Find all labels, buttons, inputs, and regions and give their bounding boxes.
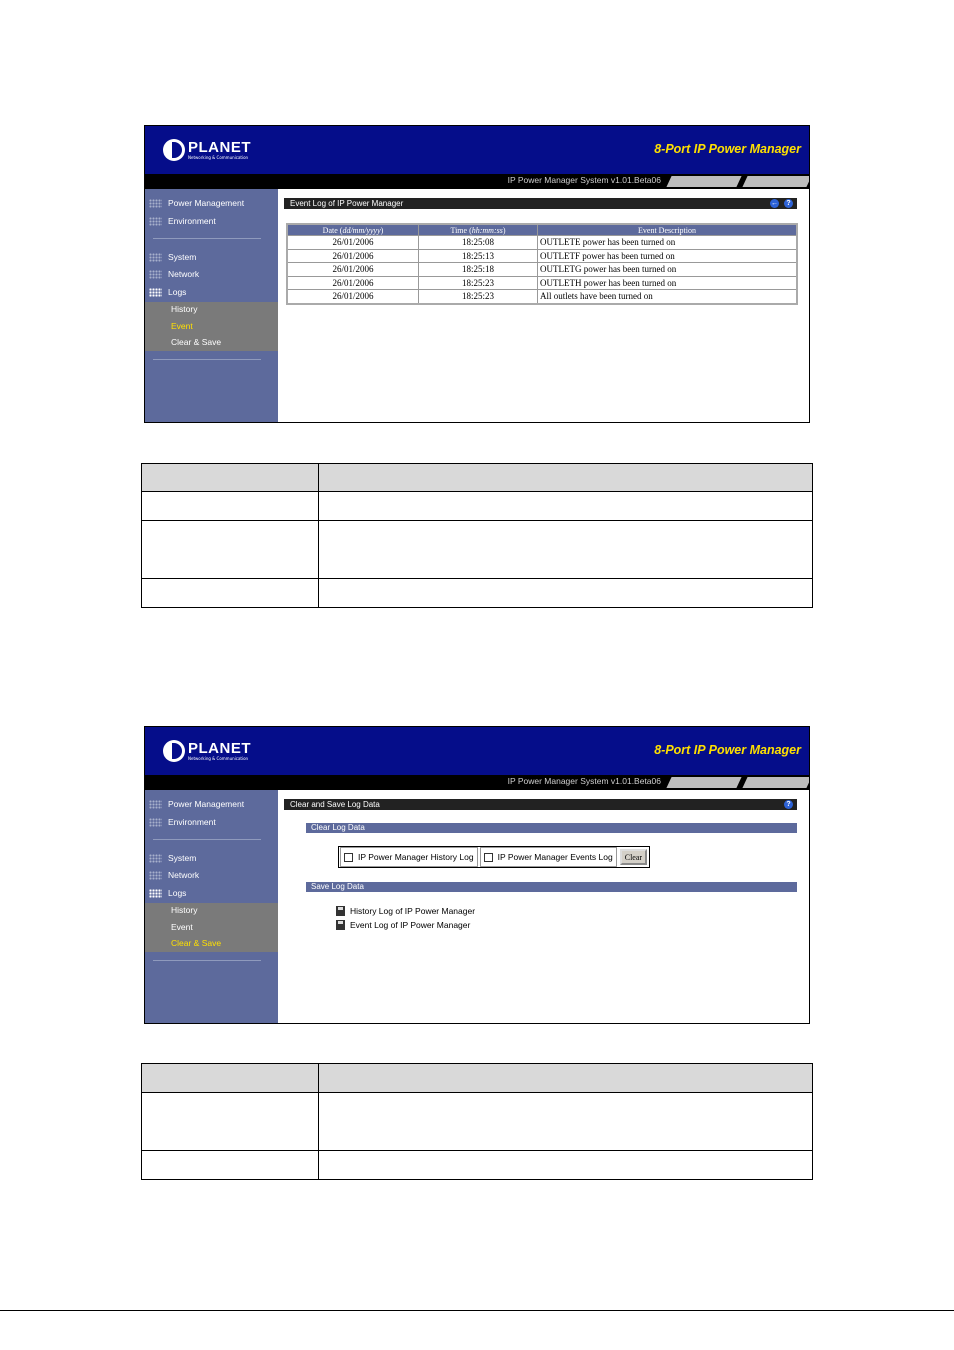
submenu-item-clear-save[interactable]: Clear & Save [171, 337, 222, 347]
description-table-1 [141, 463, 813, 608]
save-event-label: Event Log of IP Power Manager [350, 920, 471, 930]
table-row [142, 492, 813, 521]
brand-name: PLANET [188, 740, 251, 757]
table-cell [319, 1093, 813, 1151]
description-cell: OUTLETH power has been turned on [538, 276, 798, 290]
main-content [278, 790, 809, 1023]
table-cell [142, 579, 319, 608]
back-icon[interactable]: ← [771, 200, 778, 207]
save-log-section-header: Save Log Data [306, 882, 797, 892]
time-cell: 18:25:13 [419, 249, 538, 263]
table-row [142, 1151, 813, 1180]
table-cell [142, 492, 319, 521]
floppy-disk-icon [336, 906, 345, 916]
table-row [287, 263, 797, 277]
sidebar-divider [153, 359, 261, 360]
history-log-checkbox[interactable] [344, 853, 353, 862]
table-row [287, 236, 797, 250]
sidebar-item-logs[interactable] [149, 285, 186, 299]
description-cell: OUTLETF power has been turned on [538, 249, 798, 263]
sidebar-divider [153, 238, 261, 239]
save-history-log-link[interactable] [336, 906, 475, 916]
sidebar-item-label: Logs [168, 287, 187, 297]
sidebar-item-network[interactable] [149, 868, 199, 882]
date-cell: 26/01/2006 [287, 276, 419, 290]
sidebar-item-power-management[interactable] [149, 797, 244, 811]
table-cell [142, 1151, 319, 1180]
description-cell: OUTLETE power has been turned on [538, 236, 798, 250]
page-footer-rule [0, 1310, 954, 1311]
events-log-checkbox[interactable] [484, 853, 493, 862]
table-cell [319, 521, 813, 579]
save-history-label: History Log of IP Power Manager [350, 906, 476, 916]
time-cell: 18:25:23 [419, 276, 538, 290]
sidebar-item-power-management[interactable] [149, 196, 244, 210]
events-log-option[interactable] [480, 847, 617, 867]
table-row [287, 276, 797, 290]
page-title-text: Event Log of IP Power Manager [290, 199, 404, 208]
sidebar-item-label: Network [168, 269, 200, 279]
logs-submenu [145, 302, 278, 351]
sidebar-item-environment[interactable] [149, 815, 216, 829]
events-log-label: IP Power Manager Events Log [497, 852, 613, 862]
table-row [142, 1093, 813, 1151]
planet-logo-icon [163, 139, 185, 161]
date-cell: 26/01/2006 [287, 290, 419, 304]
header-tab-2[interactable] [742, 777, 810, 788]
page-title [284, 799, 797, 810]
floppy-disk-icon [336, 920, 345, 930]
planet-logo-icon [163, 740, 185, 762]
history-log-label: IP Power Manager History Log [358, 852, 474, 862]
dots-icon [149, 253, 162, 262]
sidebar-item-network[interactable] [149, 267, 199, 281]
date-cell: 26/01/2006 [287, 249, 419, 263]
history-log-option[interactable] [340, 847, 478, 867]
clear-log-section-header: Clear Log Data [306, 823, 797, 833]
header-tab-2[interactable] [742, 176, 810, 187]
event-log-screenshot [144, 125, 810, 423]
version-bar [145, 775, 809, 790]
header-cell [319, 464, 813, 492]
column-time: Time (hh:mm:ss) [419, 224, 538, 236]
clear-save-screenshot [144, 726, 810, 1024]
sidebar-divider [153, 839, 261, 840]
dots-icon [149, 270, 162, 279]
logs-submenu [145, 903, 278, 952]
table-row [142, 521, 813, 579]
sidebar-item-label: System [168, 853, 197, 863]
sidebar [145, 189, 278, 422]
dots-icon [149, 800, 162, 809]
product-title: 8-Port IP Power Manager [654, 743, 801, 757]
sidebar-item-system[interactable] [149, 851, 196, 865]
page-title [284, 198, 797, 209]
header-cell [319, 1064, 813, 1093]
planet-logo [163, 139, 251, 161]
table-row [287, 249, 797, 263]
help-icon[interactable]: ? [784, 800, 793, 809]
version-bar [145, 174, 809, 189]
sidebar-item-label: Environment [168, 817, 216, 827]
sidebar-divider [153, 960, 261, 961]
dots-icon [149, 871, 162, 880]
dots-icon [149, 818, 162, 827]
submenu-item-event[interactable]: Event [171, 321, 193, 331]
header-cell [142, 1064, 319, 1093]
version-text: IP Power Manager System v1.01.Beta06 [507, 776, 661, 786]
header-cell [142, 464, 319, 492]
sidebar-item-system[interactable] [149, 250, 196, 264]
clear-button[interactable]: Clear [620, 849, 647, 865]
clear-log-form [338, 846, 650, 868]
description-cell: All outlets have been turned on [538, 290, 798, 304]
sidebar-item-label: Logs [168, 888, 187, 898]
dots-icon [149, 854, 162, 863]
time-cell: 18:25:18 [419, 263, 538, 277]
save-event-log-link[interactable] [336, 920, 470, 930]
time-cell: 18:25:08 [419, 236, 538, 250]
submenu-item-event[interactable]: Event [171, 922, 193, 932]
header-banner [145, 727, 809, 775]
main-content [278, 189, 809, 422]
product-title: 8-Port IP Power Manager [654, 142, 801, 156]
table-cell [319, 492, 813, 521]
table-cell [319, 579, 813, 608]
header-banner [145, 126, 809, 174]
event-log-table [286, 223, 798, 305]
header-tab-1[interactable] [666, 777, 741, 788]
table-header-row [287, 224, 797, 236]
table-cell [319, 1151, 813, 1180]
sidebar-item-label: Power Management [168, 799, 245, 809]
dots-icon [149, 199, 162, 208]
submenu-item-clear-save[interactable]: Clear & Save [171, 938, 222, 948]
table-cell [142, 1093, 319, 1151]
page-title-text: Clear and Save Log Data [290, 800, 380, 809]
version-text: IP Power Manager System v1.01.Beta06 [507, 175, 661, 185]
sidebar-item-label: Environment [168, 216, 216, 226]
dots-icon [149, 288, 162, 297]
column-description: Event Description [538, 224, 798, 236]
planet-logo [163, 740, 251, 762]
sidebar [145, 790, 278, 1023]
description-table-2 [141, 1063, 813, 1180]
sidebar-item-logs[interactable] [149, 886, 186, 900]
table-header-row [142, 464, 813, 492]
description-cell: OUTLETG power has been turned on [538, 263, 798, 277]
brand-tagline: Networking & Communication [188, 155, 249, 160]
column-date: Date (dd/mm/yyyy) [287, 224, 419, 236]
date-cell: 26/01/2006 [287, 263, 419, 277]
sidebar-item-label: System [168, 252, 197, 262]
table-header-row [142, 1064, 813, 1093]
time-cell: 18:25:23 [419, 290, 538, 304]
date-cell: 26/01/2006 [287, 236, 419, 250]
help-icon[interactable]: ? [784, 199, 793, 208]
brand-name: PLANET [188, 139, 251, 156]
header-tab-1[interactable] [666, 176, 741, 187]
table-row [287, 290, 797, 304]
dots-icon [149, 889, 162, 898]
table-cell [142, 521, 319, 579]
table-row [142, 579, 813, 608]
sidebar-item-environment[interactable] [149, 214, 216, 228]
sidebar-item-label: Network [168, 870, 200, 880]
sidebar-item-label: Power Management [168, 198, 245, 208]
submenu-item-history[interactable]: History [171, 905, 198, 915]
dots-icon [149, 217, 162, 226]
brand-tagline: Networking & Communication [188, 756, 249, 761]
submenu-item-history[interactable]: History [171, 304, 198, 314]
